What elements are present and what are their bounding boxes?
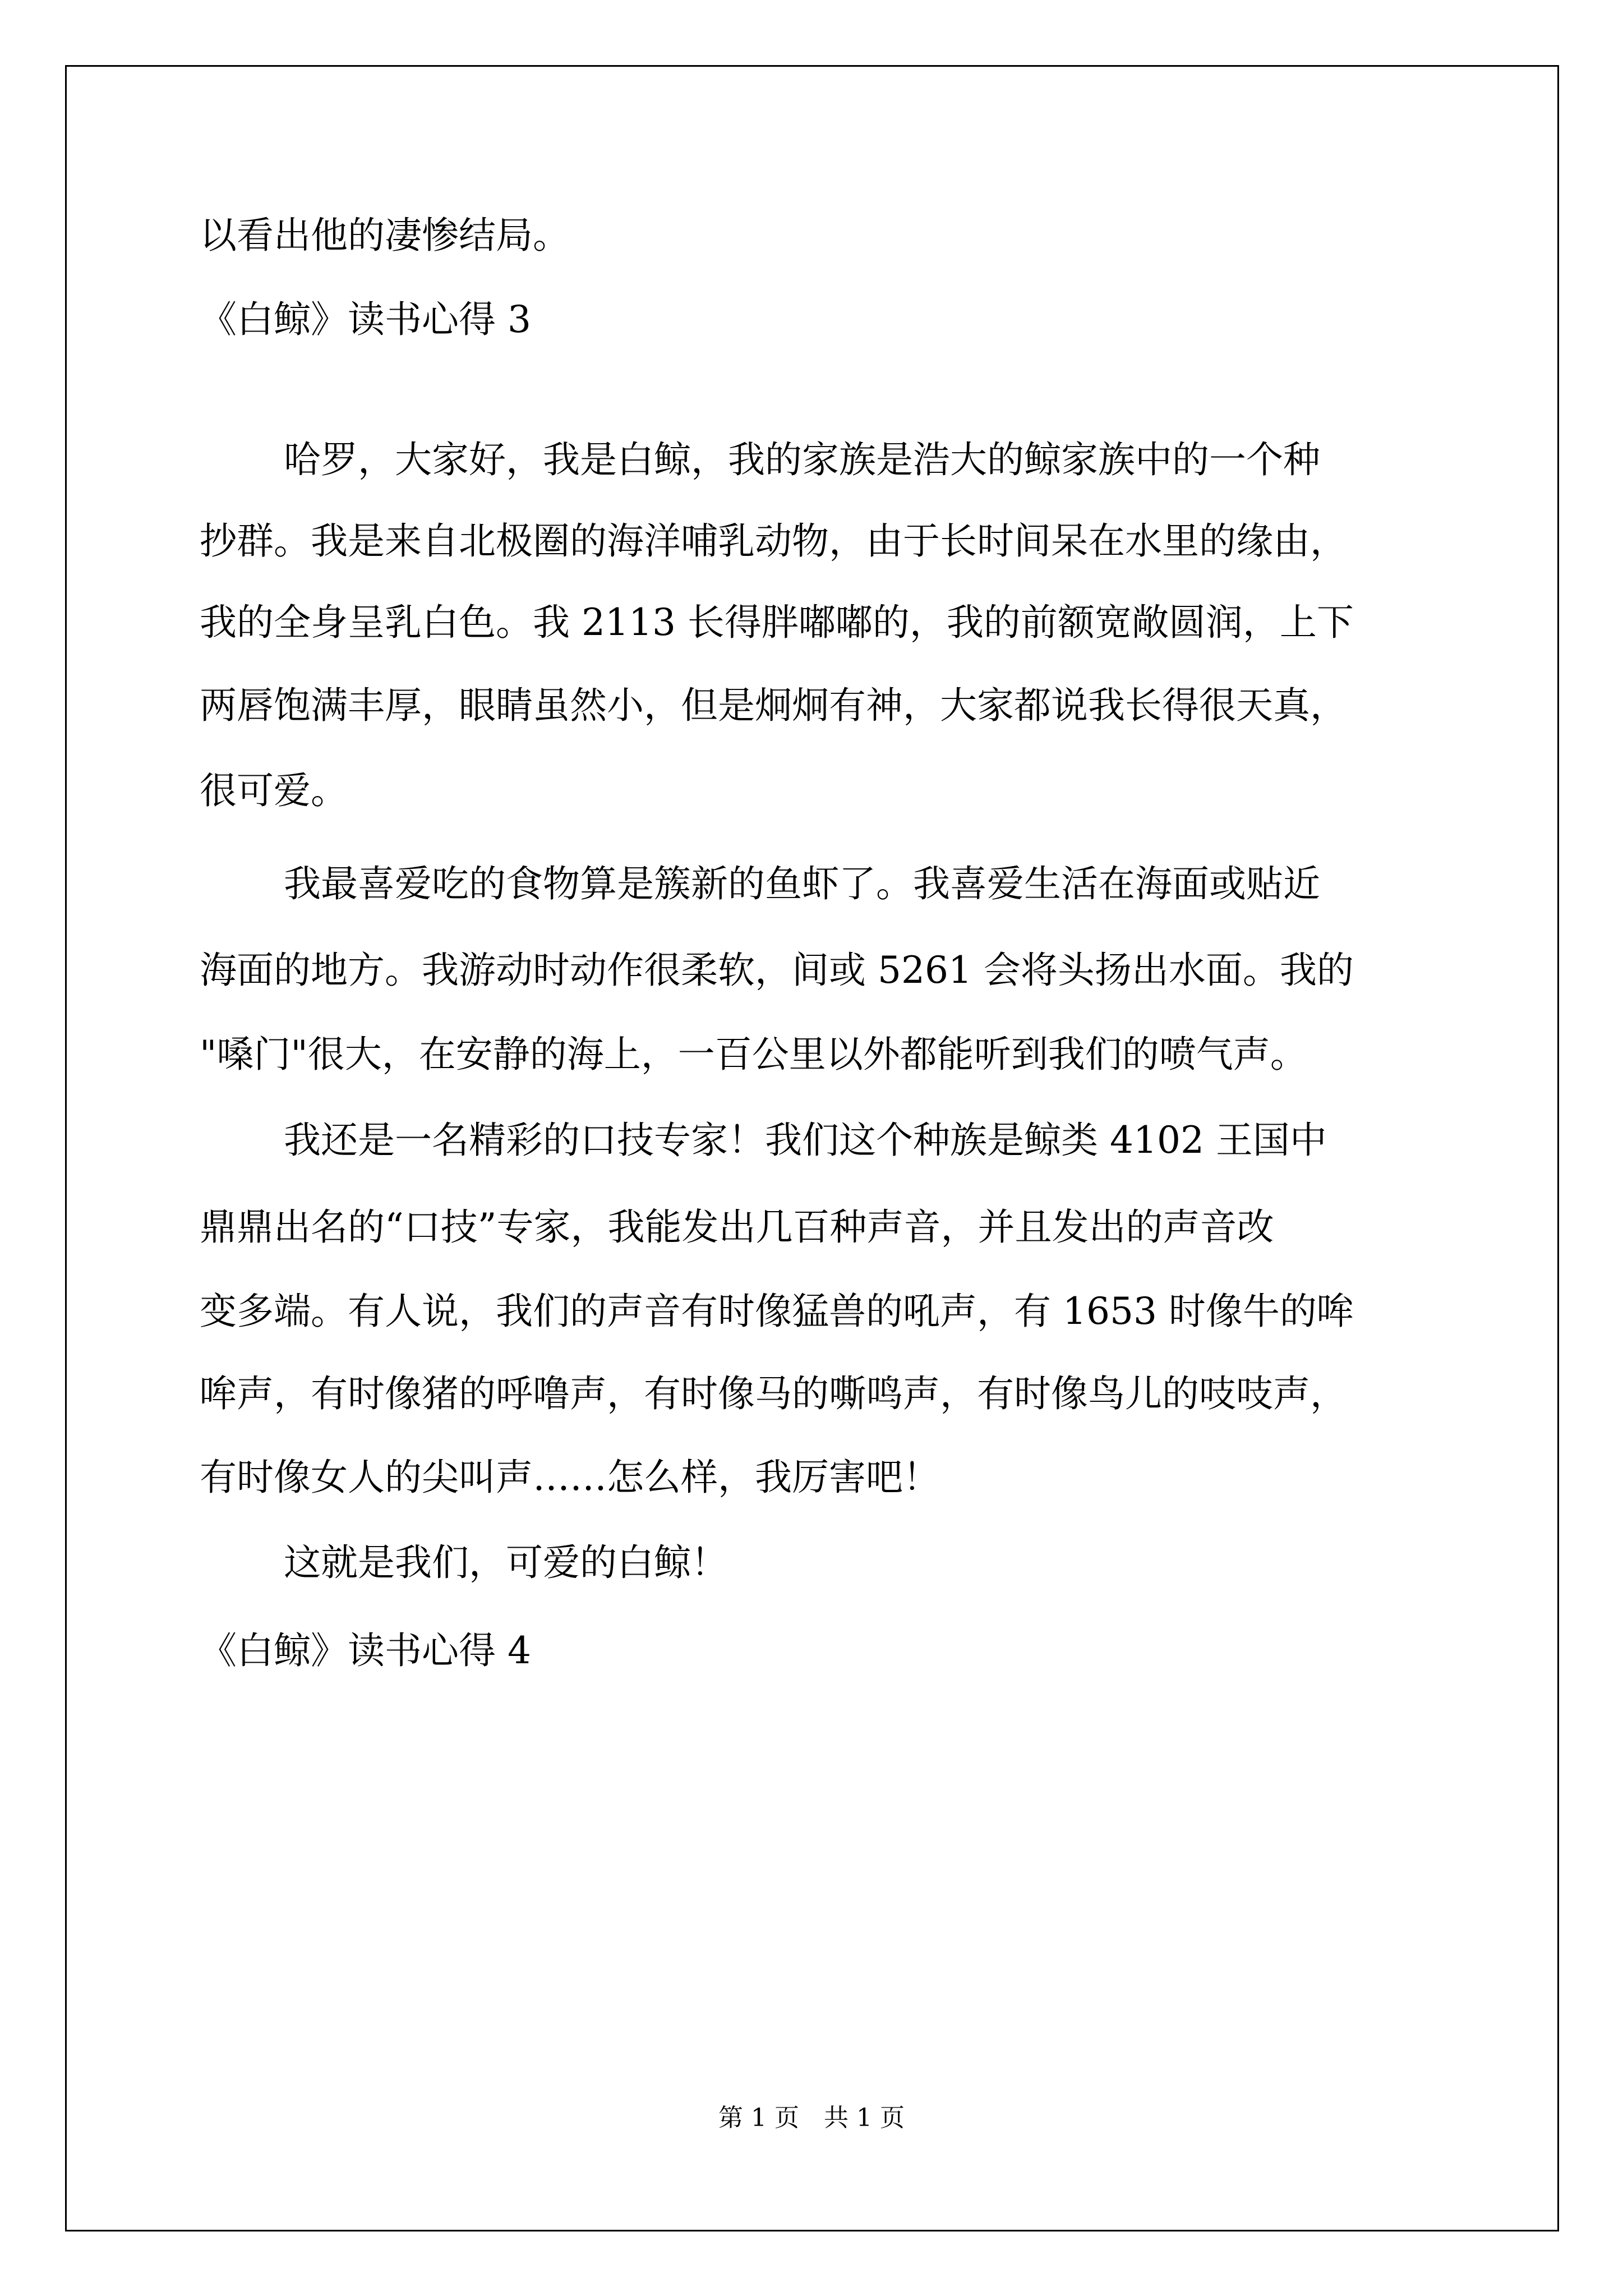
text-line-4: 抄群。我是来自北极圈的海洋哺乳动物，由于长时间呆在水里的缘由， [200, 519, 1347, 563]
text-line-6: 两唇饱满丰厚，眼睛虽然小，但是炯炯有神，大家都说我长得很天真， [200, 684, 1347, 727]
text-line-5: 我的全身呈乳白色。我 2113 长得胖嘟嘟的，我的前额宽敞圆润，上下 [200, 601, 1354, 644]
text-line-13: 变多端。有人说，我们的声音有时像猛兽的吼声，有 1653 时像牛的哞 [200, 1290, 1354, 1333]
section-heading-4: 《白鲸》读书心得 4 [200, 1629, 531, 1672]
text-line-10: "嗓门"很大，在安静的海上，一百公里以外都能听到我们的喷气声。 [200, 1033, 1307, 1076]
text-line-8: 我最喜爱吃的食物算是簇新的鱼虾了。我喜爱生活在海面或贴近 [284, 862, 1320, 905]
text-line-1: 以看出他的凄惨结局。 [200, 214, 570, 257]
text-line-16: 这就是我们，可爱的白鲸！ [284, 1541, 728, 1584]
text-line-9: 海面的地方。我游动时动作很柔软，间或 5261 会将头扬出水面。我的 [200, 949, 1354, 992]
text-line-11: 我还是一名精彩的口技专家！我们这个种族是鲸类 4102 王国中 [284, 1119, 1327, 1162]
text-line-7: 很可爱。 [200, 769, 348, 812]
section-heading-3: 《白鲸》读书心得 3 [200, 298, 531, 341]
text-line-3: 哈罗，大家好，我是白鲸，我的家族是浩大的鲸家族中的一个种 [284, 438, 1320, 481]
text-line-14: 哞声，有时像猪的呼噜声，有时像马的嘶鸣声，有时像鸟儿的吱吱声， [200, 1372, 1347, 1415]
text-line-12: 鼎鼎出名的“口技”专家，我能发出几百种声音，并且发出的声音改 [200, 1205, 1274, 1249]
page-footer: 第 1 页 共 1 页 [718, 2104, 905, 2132]
text-line-15: 有时像女人的尖叫声……怎么样，我厉害吧！ [200, 1456, 940, 1499]
